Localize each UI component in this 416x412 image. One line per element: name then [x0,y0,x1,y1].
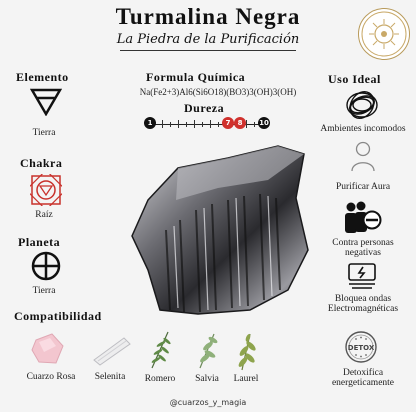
elemento-caption: Tierra [32,128,56,138]
hardness-high-mark: 8 [234,117,246,129]
detox-badge-text: DETOX [347,344,375,352]
uso-ideal-heading: Uso Ideal [328,72,381,86]
chemical-formula: Na(Fe2+3)Al6(Si6O18)(BO3)3(OH)3(OH) [139,87,297,97]
uso-caption-ambientes: Ambientes incomodos [320,124,406,134]
page-subtitle: La Piedra de la Purificación [116,32,300,47]
compat-caption-selenita: Selenita [94,372,126,382]
hardness-scale [147,118,269,130]
elemento-heading: Elemento [16,70,69,84]
sun-seal-icon [359,9,409,59]
root-chakra-icon [30,174,62,210]
brand-seal-logo [358,8,410,60]
block-people-icon [342,200,382,240]
tangled-lines-icon [344,88,380,126]
uso-caption-aura: Purificar Aura [335,182,391,192]
formula-heading: Formula Química [146,70,246,84]
detox-badge-icon [344,330,378,368]
planeta-heading: Planeta [18,235,61,249]
hardness-min: 1 [144,117,156,129]
compatibilidad-heading: Compatibilidad [14,309,102,323]
compat-caption-salvia: Salvia [195,374,219,384]
uso-caption-ondas: Bloquea ondas Electromagnéticas [327,294,399,314]
compat-caption-romero: Romero [144,374,176,384]
black-tourmaline-stone-image [118,140,314,320]
rose-quartz-icon [30,332,66,370]
person-outline-icon [350,140,376,176]
bay-laurel-icon [234,332,260,376]
uso-caption-personas: Contra personas negativas [332,238,394,258]
earth-planet-icon [30,250,62,286]
chakra-heading: Chakra [20,156,63,170]
selenite-icon [90,336,132,370]
electromagnetic-device-icon [346,262,378,296]
rosemary-sprig-icon [146,330,174,374]
uso-caption-detox: Detoxifica energeticamente [331,368,395,388]
instagram-handle[interactable]: @cuarzos_y_magia [169,398,247,407]
chakra-caption: Raíz [35,210,53,220]
compat-caption-cuarzo: Cuarzo Rosa [26,372,76,382]
compat-caption-laurel: Laurel [233,374,259,384]
sage-leaf-icon [194,330,220,374]
hardness-low-mark: 7 [222,117,234,129]
subtitle-underline [120,50,296,51]
page-title: Turmalina Negra [115,4,301,29]
planeta-caption: Tierra [32,286,56,296]
earth-element-icon [30,88,62,120]
dureza-heading: Dureza [184,101,225,115]
hardness-max: 10 [259,119,269,127]
